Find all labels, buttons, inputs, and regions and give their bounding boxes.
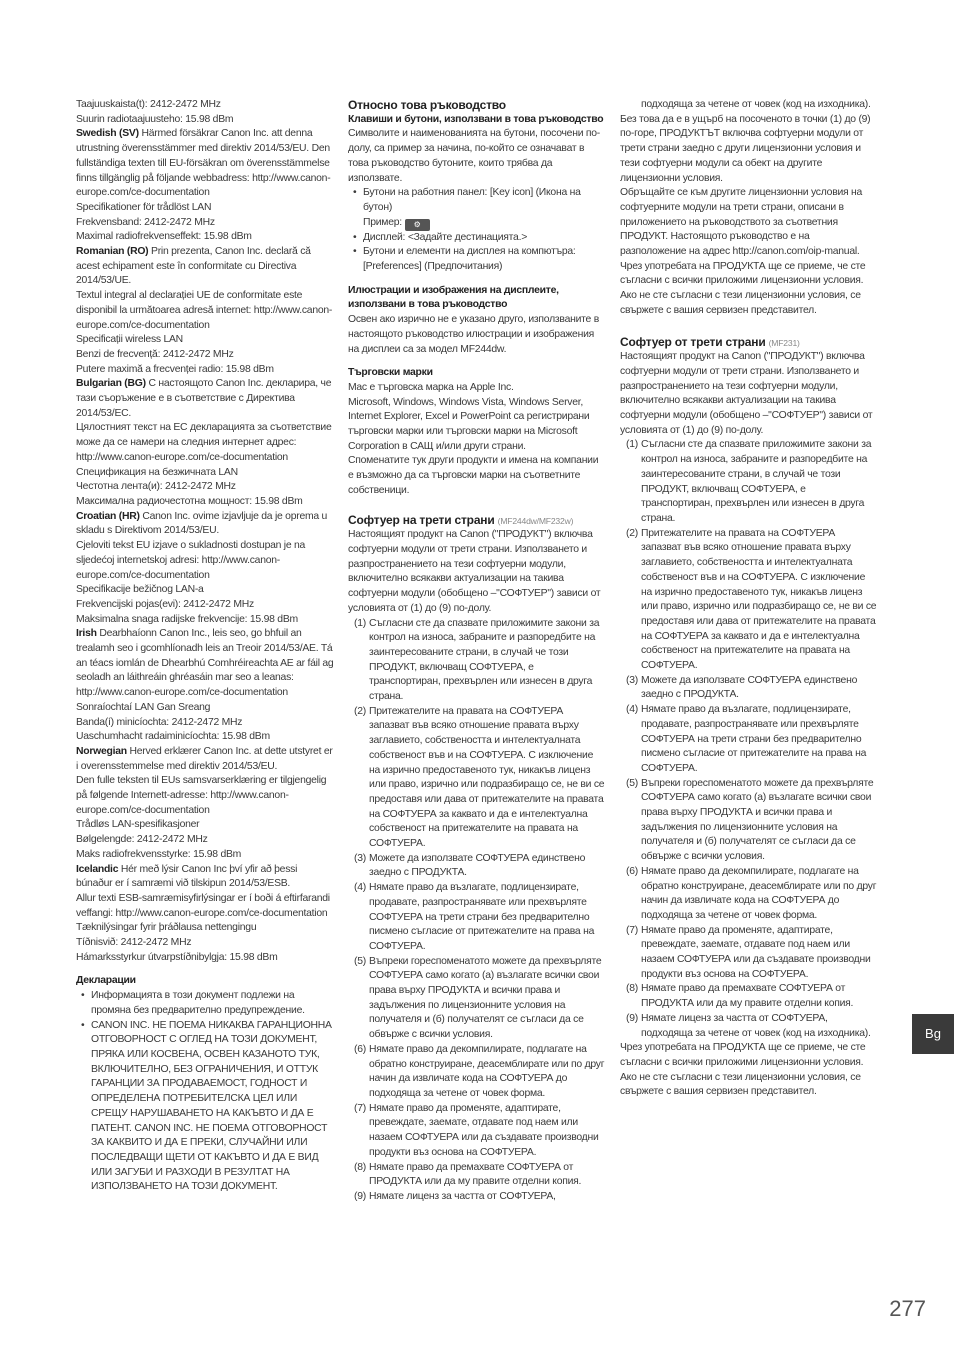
column-left (76, 98, 334, 1195)
list-item (348, 186, 606, 230)
declaration-text: Härmed försäkrar Canon Inc. att denna utrustning överensstämmer med direktiv 2014/53/EU. Den fullständiga texten till EU-försäkran om överensstämmelse finns tillgänglig på följande webbadress: http://www.canon-europe.com/ce-documentation (76, 128, 331, 199)
declaration-icelandic (76, 863, 334, 892)
list-item (348, 705, 606, 852)
declaration-text: Цялостният текст на ЕС декларацията за съответствие може да се намери на следния интернет адрес: http://www.canon-europe.com/ce-documentation (76, 422, 332, 463)
declaration-text: Cjeloviti tekst EU izjave o sukladnosti dostupan je na sljedećoj internetskoj adresi: http://www.canon-europe.com/ce-documentation (76, 540, 306, 581)
language-tab: Bg (912, 1014, 954, 1054)
item-text: Нямате право да декомпилирате, подлагате на обратно конструиране, деасемблирате или по друг начин да извличате кода на СОФТУЕРА до подходяща за четене от човек форма. (641, 865, 877, 921)
declaration-swedish (76, 127, 334, 201)
item-text: подходяща за четене от човек (код на изходника). (641, 99, 871, 110)
declaration-text: Allur texti ESB-samræmisyfirlýsingar er í boði á eftirfarandi veffangi: http://www.canon-europe.com/ce-documentation (76, 892, 330, 919)
heading-text: Софтуер от трети страни (620, 334, 766, 349)
language-name: Romanian (RO) (76, 246, 149, 258)
list-item (620, 865, 878, 924)
language-name: Norwegian (76, 745, 127, 757)
declaration-text: Canon Inc. ovime izjavljuje da je oprema u skladu s Direktivom 2014/53/EU. (76, 510, 328, 537)
list-item (620, 1012, 878, 1041)
declaration-croatian (76, 510, 334, 539)
item-number: (6) (626, 865, 638, 877)
text-line: Максимална радиочестотна мощност: 15.98 dBm (76, 495, 303, 507)
section-heading-third-party-mf231 (620, 335, 878, 351)
text-line: Hámarksstyrkur útvarpstíðnibylgja: 15.98 dBm (76, 951, 278, 963)
text-line: Uaschumhacht radaiminicíochta: 15.98 dBm (76, 731, 270, 743)
subheading-illustrations: Илюстрации и изображения на дисплеите, използвани в това ръководство (348, 284, 559, 311)
item-number: (3) (626, 674, 638, 686)
list-item (348, 881, 606, 955)
declaration-norwegian (76, 745, 334, 774)
item-text: Можете да използвате СОФТУЕРА единствено заедно с ПРОДУКТА. (641, 674, 858, 701)
section-heading-about: Относно това ръководство (348, 98, 506, 112)
list-item (620, 703, 878, 777)
text-line: Suurin radiotaajuusteho: 15.98 dBm (76, 113, 234, 125)
disclaimers-heading: Декларации (76, 975, 136, 987)
item-text: Нямате право да променяте, адаптирате, превеждате, заемате, отдавате под наем или назаем СОФТУЕРА или да създавате производни продукти въз основа на СОФТУЕРА. (641, 924, 871, 980)
item-text: Притежателите на правата на СОФТУЕРА запазват във всяко отношение правата върху заглавието, собствеността и интелектуалната собственост във и на СОФТУЕРА. С изключение на изрично предоставеното тук, никакъв лиценз или право, изрично или подразбиращо се, не ви се предоставя или дава от притежателите на правата на СОФТУЕРА за каквато и да е интелектуална собственост на притежателите на правата на СОФТУЕРА. (641, 527, 877, 672)
item-number: (1) (354, 617, 366, 629)
subheading-trademarks: Търговски марки (348, 367, 433, 379)
paragraph: Mac е търговска марка на Apple Inc. (348, 381, 514, 393)
item-text: Нямате право да декомпилирате, подлагате на обратно конструиране, деасемблирате или по друг начин да извличате кода на СОФТУЕРА до подходяща за четене от човек форма. (369, 1043, 605, 1099)
numbered-list (348, 617, 606, 1205)
list-item (348, 617, 606, 705)
item-number: (6) (354, 1043, 366, 1055)
item-text: Можете да използвате СОФТУЕРА единствено заедно с ПРОДУКТА. (369, 852, 586, 879)
disclaimer-list (76, 989, 334, 1195)
list-item: • Дисплей: <Задайте дестинацията.> (348, 231, 606, 246)
declaration-text: Den fulle teksten til EUs samsvarserklæring er tilgjengelig på følgende Internett-adresse: http://www.canon-europe.com/ce-documentation (76, 775, 327, 816)
declaration-irish (76, 627, 334, 701)
item-number: (7) (626, 924, 638, 936)
text-line: Specifikacije bežičnog LAN-a (76, 584, 204, 596)
text-line: Maximal radiofrekvenseffekt: 15.98 dBm (76, 231, 252, 243)
text-line: Maksimalna snaga radijske frekvencije: 15.98 dBm (76, 613, 298, 625)
subheading-keys: Клавиши и бутони, използвани в това ръководство (348, 113, 604, 125)
paragraph: Microsoft, Windows, Windows Vista, Windows Server, Internet Explorer, Excel и PowerPoint са регистрирани търговски марки или търговски марки на Microsoft Corporation в САЩ и/или други страни. (348, 396, 590, 452)
list-item (620, 674, 878, 703)
item-text: Нямате право да премахвате СОФТУЕРА от ПРОДУКТА или да му правите отделни копия. (369, 1161, 582, 1188)
text-line: Спецификация на безжичната LAN (76, 466, 238, 478)
list-item (348, 1161, 606, 1190)
item-number: (8) (626, 983, 638, 995)
column-right (620, 98, 878, 1100)
text-line: Specificații wireless LAN (76, 334, 183, 346)
item-text: Нямате право да възлагате, подлицензирате, продавате, разпространявате или прехвърляте СОФТУЕРА на трети страни без предварително писмено съгласие от притежателите на права на СОФТУЕРА. (369, 882, 595, 952)
item-number: (2) (626, 527, 638, 539)
list-item (620, 98, 878, 113)
numbered-list (620, 438, 878, 1041)
item-text: Въпреки гореспоменатото можете да прехвърляте СОФТУЕРА само когато (a) възлагате всички свои права върху ПРОДУКТА и всички права и задължения по лицензионните условия на получателя и (б) получателят се съгласи да се обвърже с всички условия. (369, 955, 602, 1041)
item-number: (4) (626, 704, 638, 716)
item-number: (8) (354, 1161, 366, 1173)
list-item (348, 955, 606, 1043)
item-number: (1) (626, 439, 638, 451)
item-text: Нямате право да възлагате, подлицензирате, продавате, разпространявате или прехвърляте СОФТУЕРА на трети страни без предварително писмено съгласие от притежателите на права на СОФТУЕРА. (641, 704, 867, 774)
declaration-text: Herved erklærer Canon Inc. at dette utstyret er i overensstemmelse med direktiv 2014/53/EU. (76, 745, 333, 772)
paragraph: Символите и наименованията на бутони, посочени по-долу, са пример за начина, по-който се означават в това ръководство бутоните, които трябва да използвате. (348, 128, 601, 184)
text-line: Trådløs LAN-spesifikasjoner (76, 819, 200, 831)
example-label: Пример: (363, 216, 402, 228)
key-list (348, 186, 606, 275)
text-line: Sonraíochtaí LAN Gan Sreang (76, 701, 211, 713)
text-line: Maks radiofrekvensstyrke: 15.98 dBm (76, 848, 242, 860)
item-number: (5) (354, 955, 366, 967)
list-item (620, 438, 878, 526)
declaration-text: Textul integral al declarației UE de conformitate este disponibil la următoarea adresă internet: http://www.canon-europe.com/ce-documentation (76, 290, 333, 331)
item-text: Притежателите на правата на СОФТУЕРА запазват във всяко отношение правата върху заглавието, собствеността и интелектуалната собственост във и на СОФТУЕРА. С изключение на изрично предоставеното тук, никакъв лиценз или право, изрично или подразбиращо се, не ви се предоставя или дава от притежателите на правата на СОФТУЕРА за каквато и да е интелектуална собственост на притежателите на правата на СОФТУЕРА. (369, 705, 605, 850)
section-heading-third-party (348, 513, 606, 529)
declaration-text: Prin prezenta, Canon Inc. declară că acest echipament este în conformitate cu Directiva 2014/53/UE. (76, 246, 311, 287)
declaration-bulgarian (76, 377, 334, 421)
list-item: • Бутони и елементи на дисплея на компютъра: [Preferences] (Предпочитания) (348, 245, 606, 274)
model-tag: (MF244dw/MF232w) (497, 515, 574, 526)
item-number: (3) (354, 852, 366, 864)
language-name: Irish (76, 628, 97, 640)
text-line: Tæknilýsingar fyrir þráðlausa nettengingu (76, 922, 257, 934)
item-number: (2) (354, 705, 366, 717)
language-name: Icelandic (76, 863, 119, 875)
list-item (620, 924, 878, 983)
text-line: Frekvensband: 2412-2472 MHz (76, 216, 215, 228)
item-number: (9) (626, 1012, 638, 1024)
text-line: Bølgelengde: 2412-2472 MHz (76, 834, 208, 846)
item-number: (4) (354, 882, 366, 894)
item-text: Нямате лиценз за частта от СОФТУЕРА, (369, 1190, 556, 1202)
item-number: (9) (354, 1190, 366, 1202)
item-number: (7) (354, 1102, 366, 1114)
list-item (620, 527, 878, 674)
language-name: Croatian (HR) (76, 510, 140, 522)
declaration-text: Hér með lýsir Canon Inc því yfir að þessi búnaður er í samræmi við tilskipun 2014/53/ESB. (76, 863, 298, 890)
paragraph: Чрез употребата на ПРОДУКТА ще се приеме, че сте съгласни с всички приложими лицензионни условия. Ако не сте съгласни с тези лицензионни условия, се свържете с вашия сервизен представител. (620, 1042, 866, 1098)
paragraph: Настоящият продукт на Canon ("ПРОДУКТ") включва софтуерни модули от трети страни. Използването и разпространението на тези софтуерни модули, включително всякакви актуализации на такива софтуерни модули (обобщено –"СОФТУЕР") зависи от условията от (1) до (9) по-долу. (620, 351, 873, 436)
column-middle (348, 98, 606, 1205)
paragraph: Освен ако изрично не е указано друго, използваните в настоящото ръководство илюстрации и изображения на дисплеи са за модел MF244dw. (348, 314, 599, 355)
item-text: Нямате лиценз за частта от СОФТУЕРА, подходяща за четене от човек (код на изходника). (641, 1012, 871, 1039)
text-line: Честотна лента(и): 2412-2472 MHz (76, 481, 236, 493)
text-line: Specifikationer för trådlöst LAN (76, 201, 212, 213)
declaration-text: Dearbhaíonn Canon Inc., leis seo, go bhfuil an trealamh seo i gcomhlíonadh leis an Treoir 2014/53/AE. Tá an téacs iomlán de Dhearbhú Comhréireachta AE ar fáil ag seoladh an láithreáin ghréasáin mar seo a leanas: http://www.canon-europe.com/ce-documentation (76, 628, 334, 699)
list-item: • Информацията в този документ подлежи на промяна без предварително предупреждение. (76, 989, 334, 1018)
item-text: Нямате право да променяте, адаптирате, превеждате, заемате, отдавате под наем или назаем СОФТУЕРА или да създавате производни продукти въз основа на СОФТУЕРА. (369, 1102, 599, 1158)
list-item-text: Бутони на работния панел: [Key icon] (Икона на бутон) (363, 187, 581, 213)
list-item: • CANON INC. НЕ ПОЕМА НИКАКВА ГАРАНЦИОННА ОТГОВОРНОСТ С ОГЛЕД НА ТОЗИ ДОКУМЕНТ, ПРЯКА ИЛИ КОСВЕНА, ОСВЕН КАЗАНОТО ТУК, ВКЛЮЧИТЕЛНО, БЕЗ ОГРАНИЧЕНИЯ, И ОТТУК ГАРАНЦИИ ЗА ПРОДАВАЕМОСТ, ГОДНОСТ И ОПРЕДЕЛЕНА ПОТРЕБИТЕЛСКА ЦЕЛ ИЛИ СРЕЩУ НАРУШАВАНЕТО НА КАКЪВТО И ДА Е ПАТЕНТ. CANON INC. НЕ ПОЕМА ОТГОВОРНОСТ ЗА КАКВИТО И ДА Е ПРЕКИ, СЛУЧАЙНИ ИЛИ ПОСЛЕДВАЩИ ЩЕТИ ОТ КАКЪВТО И ДА Е ВИД ИЛИ ЗАГУБИ И РАЗХОДИ В РЕЗУЛТАТ НА ИЗПОЛЗВАНЕТО НА ТОЗИ ДОКУМЕНТ. (76, 1019, 334, 1195)
key-icon: ⚙ (405, 219, 430, 231)
text-line: Taajuuskaista(t): 2412-2472 MHz (76, 99, 221, 110)
item-text: Съгласни сте да спазвате приложимите закони за контрол на износа, забраните и разпоредбите на заинтересованите страни, в случай че този ПРОДУКТ, включващ СОФТУЕРА, е транспортиран, прехвърлен или изнесен в друга страна. (369, 617, 600, 703)
list-item (620, 982, 878, 1011)
list-item (348, 1043, 606, 1102)
paragraph: Настоящият продукт на Canon ("ПРОДУКТ") включва софтуерни модули от трети страни. Използването и разпространението на тези софтуерни модули, включително всякакви актуализации на такива софтуерни модули (обобщено –"СОФТУЕР") зависи от условията от (1) до (9) по-долу. (348, 529, 601, 614)
item-text: Въпреки гореспоменатото можете да прехвърляте СОФТУЕРА само когато (a) възлагате всички свои права върху ПРОДУКТА и всички права и задължения по лицензионните условия на получателя и (б) получателят се съгласи да се обвърже с всички условия. (641, 777, 874, 863)
list-item (348, 1102, 606, 1161)
numbered-list-continued (620, 98, 878, 113)
declaration-text: С настоящото Canon Inc. декларира, че тази съоръжение е в съответствие с Директива 2014/53/ЕС. (76, 378, 332, 419)
text-line: Tíðnisvið: 2412-2472 MHz (76, 937, 192, 949)
list-item (620, 777, 878, 865)
language-name: Swedish (SV) (76, 128, 139, 140)
model-tag: (MF231) (768, 337, 800, 348)
list-item (348, 1190, 606, 1205)
item-text: Нямате право да премахвате СОФТУЕРА от ПРОДУКТА или да му правите отделни копия. (641, 983, 854, 1010)
text-line: Putere maximă a frecvenței radio: 15.98 dBm (76, 363, 274, 375)
paragraph: Чрез употребата на ПРОДУКТА ще се приеме, че сте съгласни с всички приложими лицензионни условия. Ако не сте съгласни с тези лицензионни условия, се свържете с вашия сервизен представител. (620, 260, 866, 316)
language-name: Bulgarian (BG) (76, 378, 146, 390)
declaration-romanian (76, 245, 334, 289)
text-line: Frekvencijski pojas(evi): 2412-2472 MHz (76, 598, 254, 610)
item-number: (5) (626, 777, 638, 789)
list-item (348, 852, 606, 881)
heading-text: Софтуер на трети страни (348, 512, 495, 527)
text-line: Benzi de frecvență: 2412-2472 MHz (76, 348, 234, 360)
page-number: 277 (889, 1296, 926, 1321)
paragraph: Обръщайте се към другите лицензионни условия на софтуерните модули на трети страни, описани в приложението на ръководството за съответния ПРОДУКТ. Настоящото ръководство е на разположение на адрес http://canon.com/oip-manual. (620, 187, 863, 258)
text-line: Banda(í) minicíochta: 2412-2472 MHz (76, 716, 243, 728)
item-text: Съгласни сте да спазвате приложимите закони за контрол на износа, забраните и разпоредбите на заинтересованите страни, в случай че този ПРОДУКТ, включващ СОФТУЕРА, е транспортиран, прехвърлен или изнесен в друга страна. (641, 439, 872, 524)
paragraph: Без това да е в ущърб на посоченото в точки (1) до (9) по-горе, ПРОДУКТЪТ включва софтуерни модули от трети страни заедно с други лицензионни условия и тези софтуерни модули са обект на другите лицензионни условия. (620, 113, 871, 184)
paragraph: Споменатите тук други продукти и имена на компании е възможно да са търговски марки на съответните собственици. (348, 455, 599, 496)
